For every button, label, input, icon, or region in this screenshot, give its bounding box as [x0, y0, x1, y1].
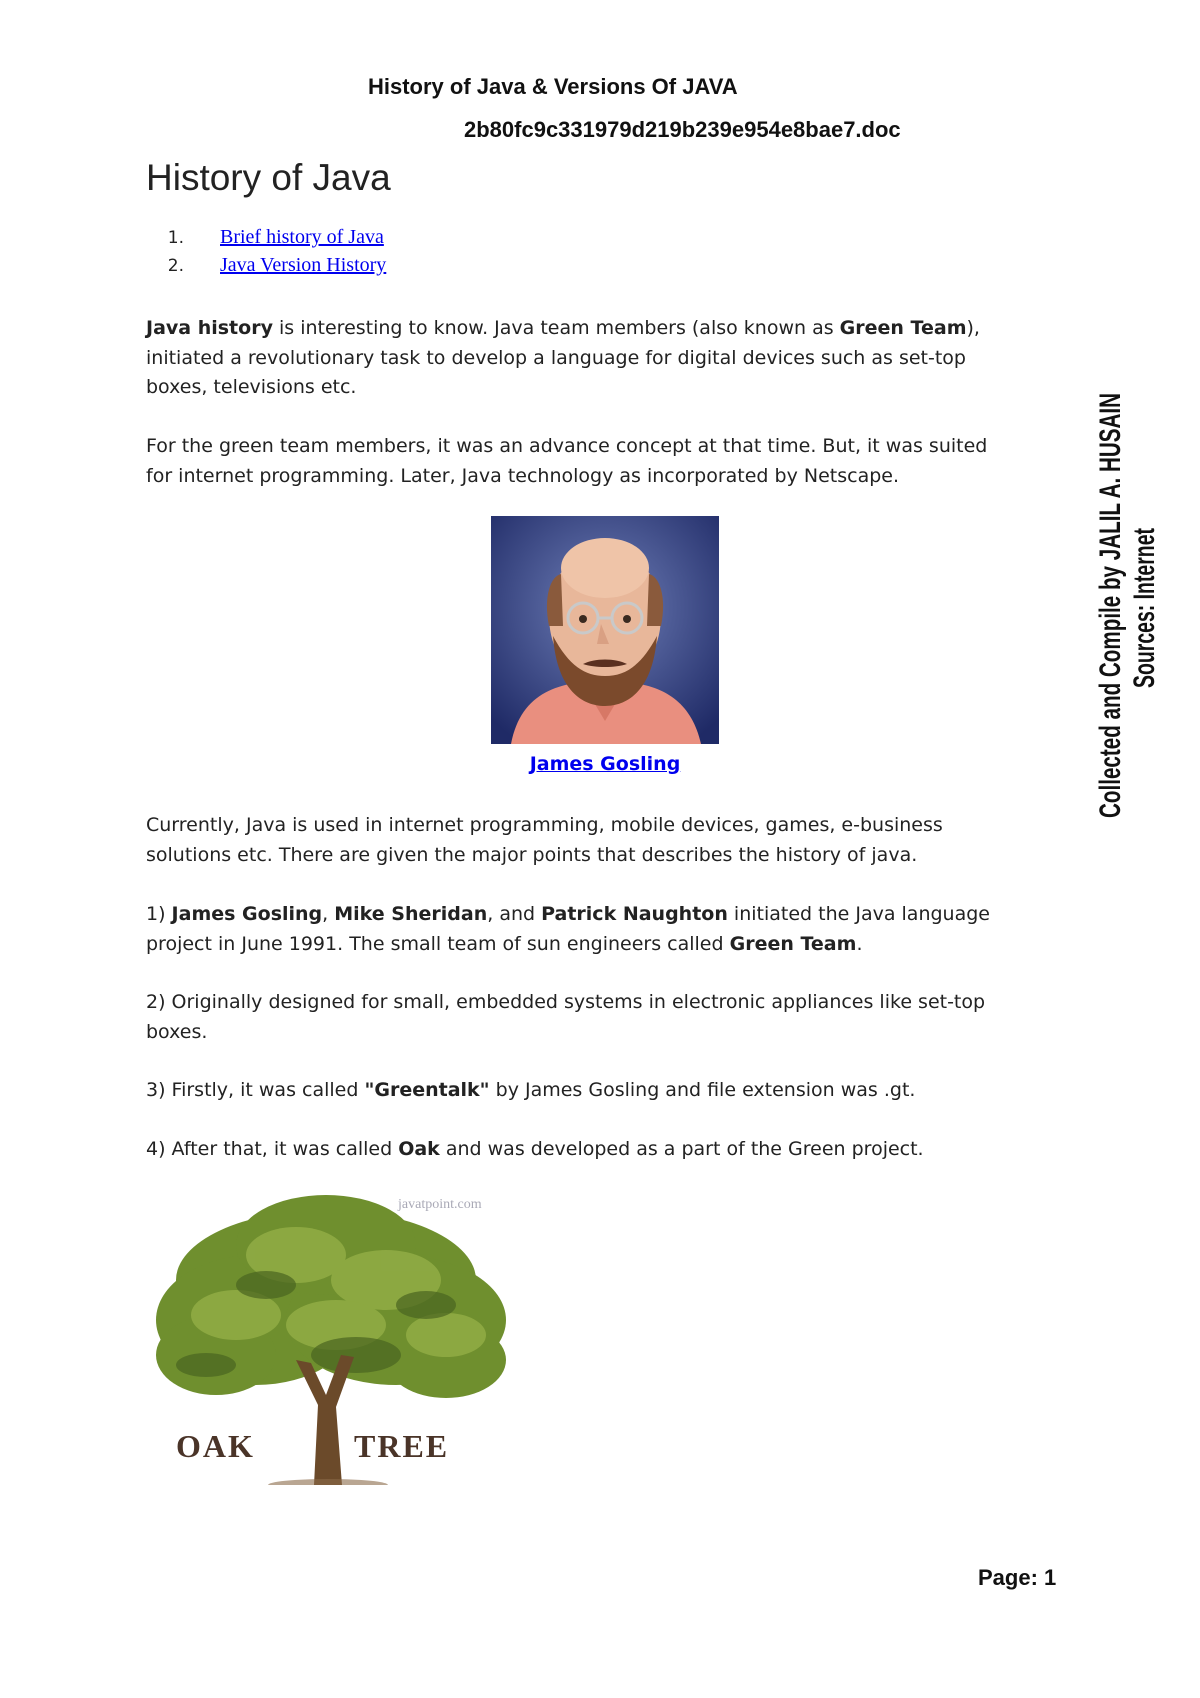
bold-term: Green Team: [839, 317, 967, 339]
text-span: 1): [146, 903, 172, 925]
bold-term: Oak: [398, 1138, 440, 1160]
bold-term: Green Team: [729, 932, 857, 955]
author-credit-text: Collected and Compile by JALIL A. HUSAIN: [1094, 388, 1127, 818]
page-title: History of Java: [146, 157, 391, 198]
text-span: project in June 1991. The small team of sun engineers called: [146, 932, 730, 955]
table-of-contents: [146, 226, 386, 282]
text-span: 3) Firstly, it was called: [146, 1079, 365, 1101]
bold-term: James Gosling: [171, 903, 323, 925]
bold-term: Mike Sheridan: [334, 903, 488, 925]
bold-term: Java history: [146, 317, 273, 339]
history-point-3: [146, 1076, 1066, 1106]
text-span: 4) After that, it was called: [146, 1138, 399, 1160]
text-span: ,: [322, 903, 335, 925]
text-line: For the green team members, it was an advance concept at that time. But, it was suited: [146, 435, 988, 457]
tree-label-oak: OAK: [176, 1428, 255, 1464]
document-filename: 2b80fc9c331979d219b239e954e8bae7.doc: [464, 117, 901, 142]
toc-item: [146, 254, 386, 282]
text-span: ),: [966, 317, 980, 339]
toc-number: 1.: [167, 228, 184, 248]
text-span: by James Gosling and file extension was .gt.: [489, 1079, 916, 1101]
james-gosling-link[interactable]: James Gosling: [529, 753, 681, 775]
document-header-title: History of Java & Versions Of JAVA: [368, 74, 738, 99]
james-gosling-photo: [491, 516, 719, 744]
text-line: Currently, Java is used in internet programming, mobile devices, games, e-business: [146, 814, 943, 836]
toc-number: 2.: [167, 256, 184, 276]
tree-label-tree: TREE: [354, 1428, 450, 1464]
text-span: is interesting to know. Java team members (also known as: [272, 317, 840, 339]
bold-term: "Greentalk": [364, 1079, 490, 1101]
text-line: boxes, televisions etc.: [146, 376, 357, 398]
text-span: , and: [487, 903, 542, 925]
watermark-text: javatpoint.com: [398, 1197, 482, 1212]
history-point-1: [146, 900, 1066, 959]
history-point-2: [146, 988, 1066, 1047]
toc-link-brief-history[interactable]: Brief history of Java: [220, 226, 384, 248]
toc-link-version-history[interactable]: Java Version History: [220, 254, 387, 276]
history-point-4: [146, 1135, 1066, 1165]
text-span: initiated the Java language: [727, 903, 990, 925]
toc-item: [146, 226, 386, 254]
current-usage-paragraph: [146, 811, 1066, 870]
text-line: boxes.: [146, 1020, 208, 1043]
photo-caption: [0, 753, 1200, 775]
text-line: solutions etc. There are given the major points that describes the history of java.: [146, 843, 918, 866]
text-line: 2) Originally designed for small, embedded systems in electronic appliances like set-top: [146, 991, 986, 1013]
bold-term: Patrick Naughton: [541, 903, 728, 925]
text-line: for internet programming. Later, Java technology as incorporated by Netscape.: [146, 464, 900, 487]
green-team-paragraph: [146, 432, 1066, 491]
text-span: .: [856, 932, 863, 955]
sources-text: Sources: Internet: [1128, 441, 1161, 688]
vertical-author-note: [1078, 388, 1178, 828]
intro-paragraph: [146, 314, 1066, 403]
text-line: initiated a revolutionary task to develop a language for digital devices such as set-top: [146, 346, 966, 369]
page-number: Page: 1: [978, 1565, 1057, 1590]
oak-tree-image: [146, 1185, 526, 1485]
text-span: and was developed as a part of the Green project.: [439, 1138, 924, 1160]
